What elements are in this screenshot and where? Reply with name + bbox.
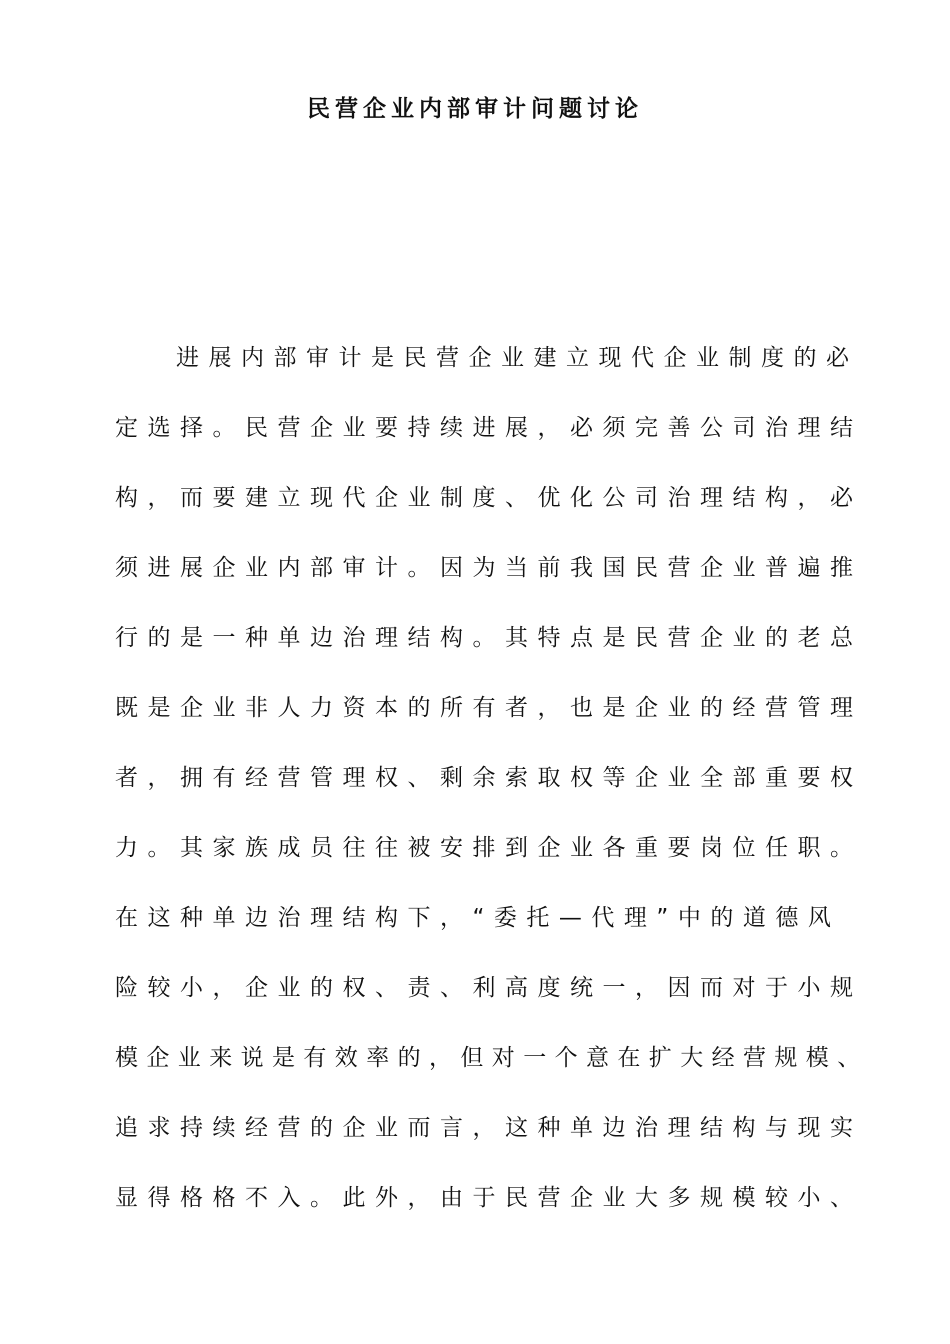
paragraph-line: 既是企业非人力资本的所有者，也是企业的经营管理 bbox=[115, 695, 863, 721]
paragraph-line: 定选择。民营企业要持续进展，必须完善公司治理结 bbox=[115, 415, 863, 441]
paragraph-line: 者，拥有经营管理权、剩余索取权等企业全部重要权 bbox=[115, 765, 863, 791]
paragraph-line: 行的是一种单边治理结构。其特点是民营企业的老总 bbox=[115, 625, 863, 651]
paragraph-line: 险较小，企业的权、责、利高度统一，因而对于小规 bbox=[115, 975, 863, 1001]
paragraph-line: 模企业来说是有效率的，但对一个意在扩大经营规模、 bbox=[115, 1045, 869, 1071]
paragraph-line: 追求持续经营的企业而言，这种单边治理结构与现实 bbox=[115, 1115, 863, 1141]
paragraph-line: 显得格格不入。此外，由于民营企业大多规模较小、 bbox=[115, 1185, 863, 1211]
paragraph-line: 在这种单边治理结构下，“委托—代理”中的道德风 bbox=[115, 905, 841, 931]
document-title: 民营企业内部审计问题讨论 bbox=[307, 96, 643, 122]
paragraph-line: 构，而要建立现代企业制度、优化公司治理结构，必 bbox=[115, 485, 863, 511]
paragraph-line: 力。其家族成员往往被安排到企业各重要岗位任职。 bbox=[115, 835, 863, 861]
paragraph-line: 须进展企业内部审计。因为当前我国民营企业普遍推 bbox=[115, 555, 863, 581]
paragraph-line: 进展内部审计是民营企业建立现代企业制度的必 bbox=[176, 345, 859, 371]
